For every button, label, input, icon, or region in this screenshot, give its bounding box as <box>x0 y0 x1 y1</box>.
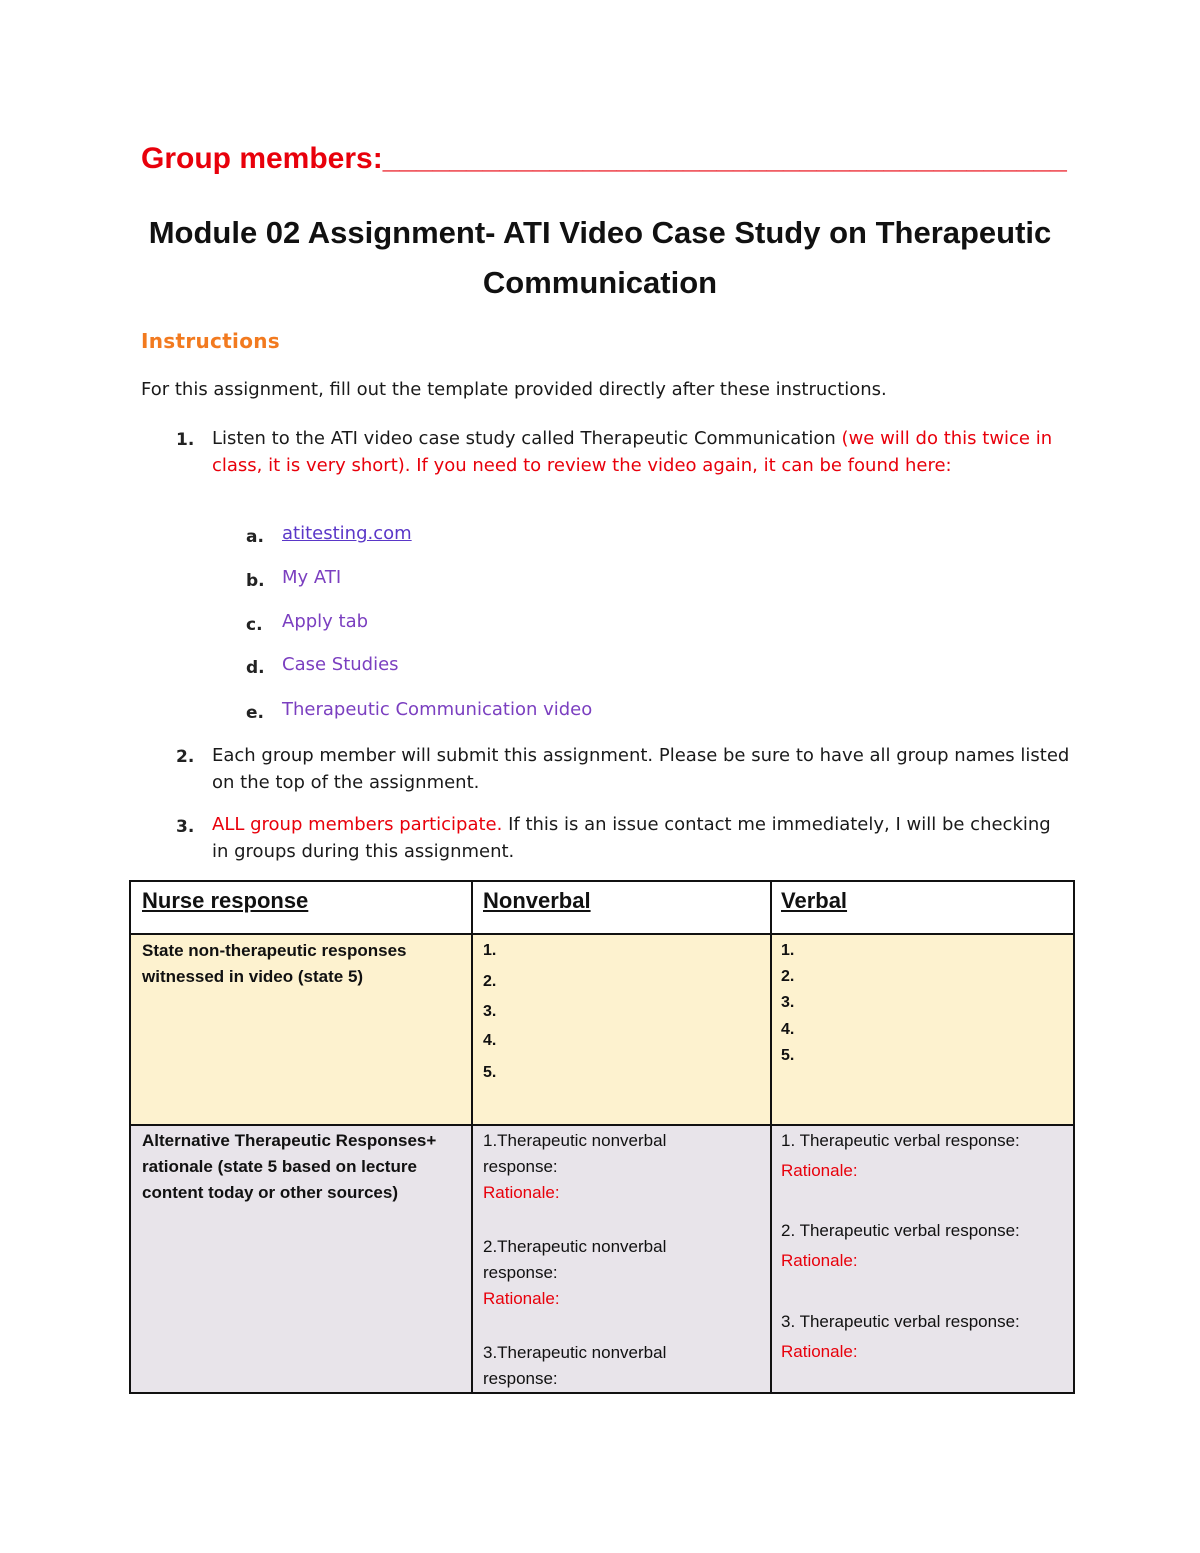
verbal-entry-2[interactable]: 2. <box>781 968 795 985</box>
sub-letter-e: e. <box>246 703 264 723</box>
nonverbal-entry-4[interactable]: 4. <box>483 1032 497 1049</box>
alt-verbal-1-line1: 1. Therapeutic verbal response: <box>781 1131 1020 1150</box>
alt-verbal-1[interactable] <box>781 1128 1071 1184</box>
instruction-item-3-text: If this is an issue contact me immediately, I will be checking in groups during this assignment. <box>212 814 1051 862</box>
sub-item-case-studies: Case Studies <box>282 654 399 675</box>
sub-item-therapeutic-video: Therapeutic Communication video <box>282 699 593 720</box>
alt-nonverbal-2-line2: response: <box>483 1263 558 1282</box>
alt-nonverbal-1[interactable] <box>483 1128 763 1206</box>
sub-item-my-ati: My ATI <box>282 567 342 588</box>
sub-letter-a: a. <box>246 527 264 547</box>
nonverbal-entry-2[interactable]: 2. <box>483 973 497 990</box>
instructions-intro: For this assignment, fill out the template provided directly after these instructions. <box>141 379 887 400</box>
list-number-2: 2. <box>176 747 195 767</box>
nonverbal-entry-5[interactable]: 5. <box>483 1064 497 1081</box>
instruction-item-1-red-text: (we will do this twice in class, it is very short). If you need to review the video again, it can be found here: <box>212 428 1053 476</box>
atitesting-link[interactable]: atitesting.com <box>282 523 412 544</box>
nonverbal-entry-3[interactable]: 3. <box>483 1003 497 1020</box>
verbal-entry-5[interactable]: 5. <box>781 1047 795 1064</box>
group-members-line[interactable]: Group members:_________________________________________ <box>141 142 1067 175</box>
list-number-1: 1. <box>176 430 195 450</box>
header-verbal: Verbal <box>781 888 848 913</box>
alt-nonverbal-2-rationale: Rationale: <box>483 1289 560 1308</box>
header-nurse-response: Nurse response <box>142 888 309 913</box>
instructions-heading: Instructions <box>141 329 281 353</box>
alt-nonverbal-3-line2: response: <box>483 1369 558 1388</box>
alt-verbal-2[interactable] <box>781 1218 1071 1274</box>
sub-letter-b: b. <box>246 571 265 591</box>
instruction-item-3 <box>212 811 1072 865</box>
instruction-item-2: Each group member will submit this assignment. Please be sure to have all group names listed on the top of the assignment. <box>212 745 1070 793</box>
alt-verbal-3[interactable] <box>781 1309 1071 1365</box>
table-divider <box>471 882 473 1392</box>
alt-verbal-3-line1: 3. Therapeutic verbal response: <box>781 1312 1020 1331</box>
alt-verbal-3-rationale: Rationale: <box>781 1342 858 1361</box>
row-alternative-label: Alternative Therapeutic Responses+ rationale (state 5 based on lecture content today or other sources) <box>142 1131 437 1202</box>
response-table <box>129 880 1075 1394</box>
nonverbal-entry-1[interactable]: 1. <box>483 942 497 959</box>
alt-nonverbal-1-line2: response: <box>483 1157 558 1176</box>
sub-letter-d: d. <box>246 658 265 678</box>
row-non-therapeutic-label: State non-therapeutic responses witnessed in video (state 5) <box>142 941 407 986</box>
alt-nonverbal-1-line1: 1.Therapeutic nonverbal <box>483 1131 667 1150</box>
instruction-item-3-red-text: ALL group members participate. <box>212 814 503 835</box>
instruction-item-1 <box>212 425 1072 479</box>
alt-verbal-2-rationale: Rationale: <box>781 1251 858 1270</box>
page-title: Module 02 Assignment- ATI Video Case Study on Therapeutic Communication <box>148 215 1052 300</box>
table-divider <box>770 882 772 1392</box>
alt-verbal-2-line1: 2. Therapeutic verbal response: <box>781 1221 1020 1240</box>
list-number-3: 3. <box>176 817 195 837</box>
table-divider <box>131 1124 1073 1126</box>
sub-letter-c: c. <box>246 615 263 635</box>
header-nonverbal: Nonverbal <box>483 888 591 913</box>
alt-verbal-1-rationale: Rationale: <box>781 1161 858 1180</box>
table-divider <box>131 933 1073 935</box>
alt-nonverbal-2-line1: 2.Therapeutic nonverbal <box>483 1237 667 1256</box>
alt-nonverbal-3-line1: 3.Therapeutic nonverbal <box>483 1343 667 1362</box>
verbal-entry-1[interactable]: 1. <box>781 942 795 959</box>
verbal-entry-3[interactable]: 3. <box>781 994 795 1011</box>
alt-nonverbal-3[interactable] <box>483 1340 763 1392</box>
verbal-entry-4[interactable]: 4. <box>781 1021 795 1038</box>
sub-item-apply-tab: Apply tab <box>282 611 369 632</box>
alt-nonverbal-1-rationale: Rationale: <box>483 1183 560 1202</box>
alt-nonverbal-2[interactable] <box>483 1234 763 1312</box>
instruction-item-1-text: Listen to the ATI video case study called Therapeutic Communication <box>212 428 842 449</box>
